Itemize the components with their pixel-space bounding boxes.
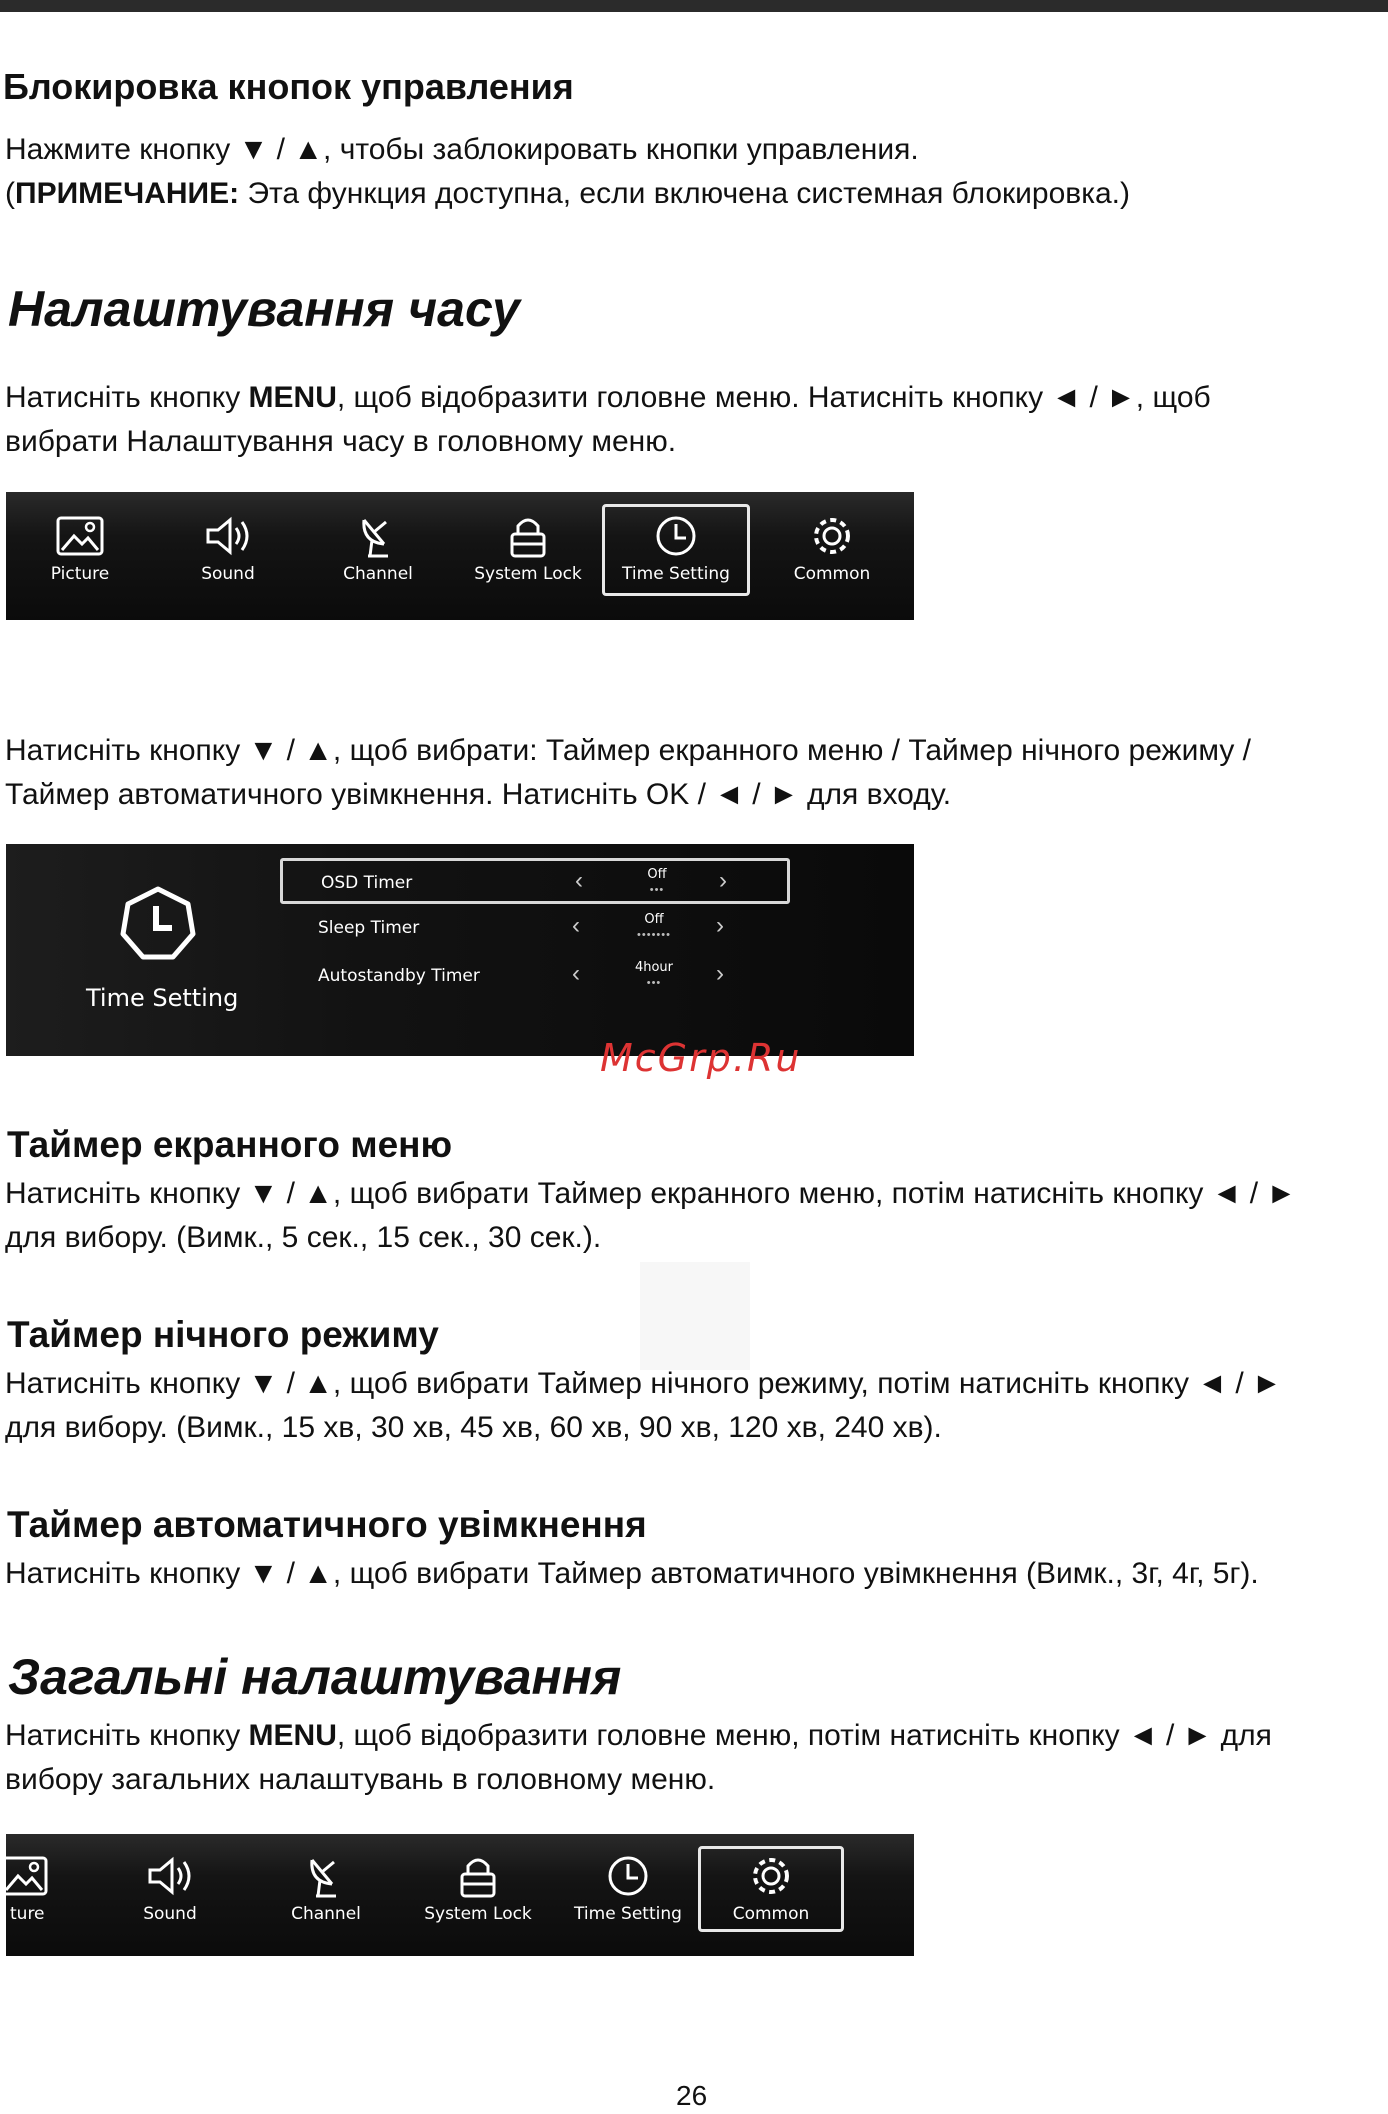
clock-icon [600,1852,656,1900]
page-number: 26 [676,2080,708,2111]
autostandby-heading: Таймер автоматичного увімкнення [7,1504,647,1545]
speaker-icon [200,512,256,560]
menu-item-channel[interactable] [304,504,452,596]
row-label: Sleep Timer [318,918,420,938]
chevron-left-icon[interactable]: ‹ [572,960,580,987]
blank-patch [640,1262,750,1370]
menu-label: Channel [291,1904,361,1924]
sleep-timer-heading: Таймер нічного режиму [7,1314,439,1355]
time-text-line2: вибрати Налаштування часу в головному меню. [5,425,677,458]
menu-item-time-setting[interactable] [554,1844,702,1936]
row-label: Autostandby Timer [318,966,480,986]
menu-item-picture[interactable] [6,1844,98,1936]
clock-icon [120,886,196,962]
sleep-timer-row[interactable] [280,906,790,952]
time-select-line1: Натисніть кнопку ▼ / ▲, щоб вибрати: Таймер екранного меню / Таймер нічного режиму / [5,734,1251,767]
menu-item-common[interactable] [758,504,906,596]
menu-label: Time Setting [622,564,730,584]
satellite-dish-icon [298,1852,354,1900]
chevron-right-icon[interactable]: › [719,867,727,894]
osd-timer-heading: Таймер екранного меню [7,1124,453,1165]
common-text-line1: Натисніть кнопку MENU, щоб відобразити головне меню, потім натисніть кнопку ◄ / ► для [5,1719,1272,1752]
menu-label: Channel [343,564,413,584]
chevron-left-icon[interactable]: ‹ [575,867,583,894]
osd-timer-row[interactable] [280,858,790,904]
menu-label: System Lock [474,564,582,584]
osd-timer-text-line1: Натисніть кнопку ▼ / ▲, щоб вибрати Таймер екранного меню, потім натисніть кнопку ◄ / ► [5,1177,1297,1210]
value-dots: ••• [649,884,665,896]
lock-note: (ПРИМЕЧАНИЕ: Эта функция доступна, если включена системная блокировка.) [5,177,1130,210]
sleep-timer-text-line1: Натисніть кнопку ▼ / ▲, щоб вибрати Таймер нічного режиму, потім натисніть кнопку ◄ / ► [5,1367,1282,1400]
gear-icon [804,512,860,560]
chevron-right-icon[interactable]: › [716,960,724,987]
menu-item-common[interactable] [698,1846,844,1932]
picture-icon [52,512,108,560]
main-menu-strip-common [6,1834,914,1956]
row-value: 4hour [634,960,674,975]
menu-label: Picture [50,564,110,584]
lock-text-line1: Нажмите кнопку ▼ / ▲, чтобы заблокировать кнопки управления. [5,133,919,166]
lock-icon [500,512,556,560]
row-label: OSD Timer [321,873,413,893]
watermark: McGrp.Ru [600,1036,802,1080]
picture-icon [6,1852,52,1900]
menu-label: Common [732,1904,810,1924]
sleep-timer-text-line2: для вибору. (Вимк., 15 хв, 30 хв, 45 хв, 60 хв, 90 хв, 120 хв, 240 хв). [5,1411,942,1444]
time-setting-heading: Налаштування часу [8,281,520,337]
menu-label: Time Setting [574,1904,682,1924]
time-select-line2: Таймер автоматичного увімкнення. Натисніть OK / ◄ / ► для входу. [5,778,952,811]
menu-item-channel[interactable] [252,1844,400,1936]
value-dots: ••••••• [637,929,671,941]
menu-item-system-lock[interactable] [404,1844,552,1936]
satellite-dish-icon [350,512,406,560]
lock-heading: Блокировка кнопок управления [3,66,574,107]
top-border [0,0,1388,12]
autostandby-timer-row[interactable] [280,954,790,1000]
row-value: Off [644,912,664,927]
common-text-line2: вибору загальних налаштувань в головному меню. [5,1763,716,1796]
osd-timer-text-line2: для вибору. (Вимк., 5 сек., 15 сек., 30 сек.). [5,1221,602,1254]
menu-label: Sound [201,564,255,584]
value-dots: ••• [646,977,662,989]
note-label: ПРИМЕЧАНИЕ: [15,177,240,210]
menu-item-picture[interactable] [6,504,154,596]
menu-label: Common [793,564,871,584]
autostandby-text-line1: Натисніть кнопку ▼ / ▲, щоб вибрати Таймер автоматичного увімкнення (Вимк., 3г, 4г, 5г). [5,1557,1259,1590]
row-value: Off [647,867,667,882]
menu-label: System Lock [424,1904,532,1924]
panel-title: Time Setting [86,984,239,1012]
common-settings-heading: Загальні налаштування [8,1649,622,1705]
menu-item-system-lock[interactable] [454,504,602,596]
gear-icon [743,1852,799,1900]
lock-icon [450,1852,506,1900]
menu-item-time-setting[interactable] [602,504,750,596]
menu-label: ture [10,1904,45,1924]
time-setting-panel [6,844,914,1056]
clock-icon [648,512,704,560]
menu-item-sound[interactable] [154,504,302,596]
chevron-left-icon[interactable]: ‹ [572,912,580,939]
main-menu-strip-time [6,492,914,620]
chevron-right-icon[interactable]: › [716,912,724,939]
speaker-icon [142,1852,198,1900]
menu-label: Sound [143,1904,197,1924]
menu-item-sound[interactable] [96,1844,244,1936]
time-text-line1: Натисніть кнопку MENU, щоб відобразити головне меню. Натисніть кнопку ◄ / ►, щоб [5,381,1211,414]
